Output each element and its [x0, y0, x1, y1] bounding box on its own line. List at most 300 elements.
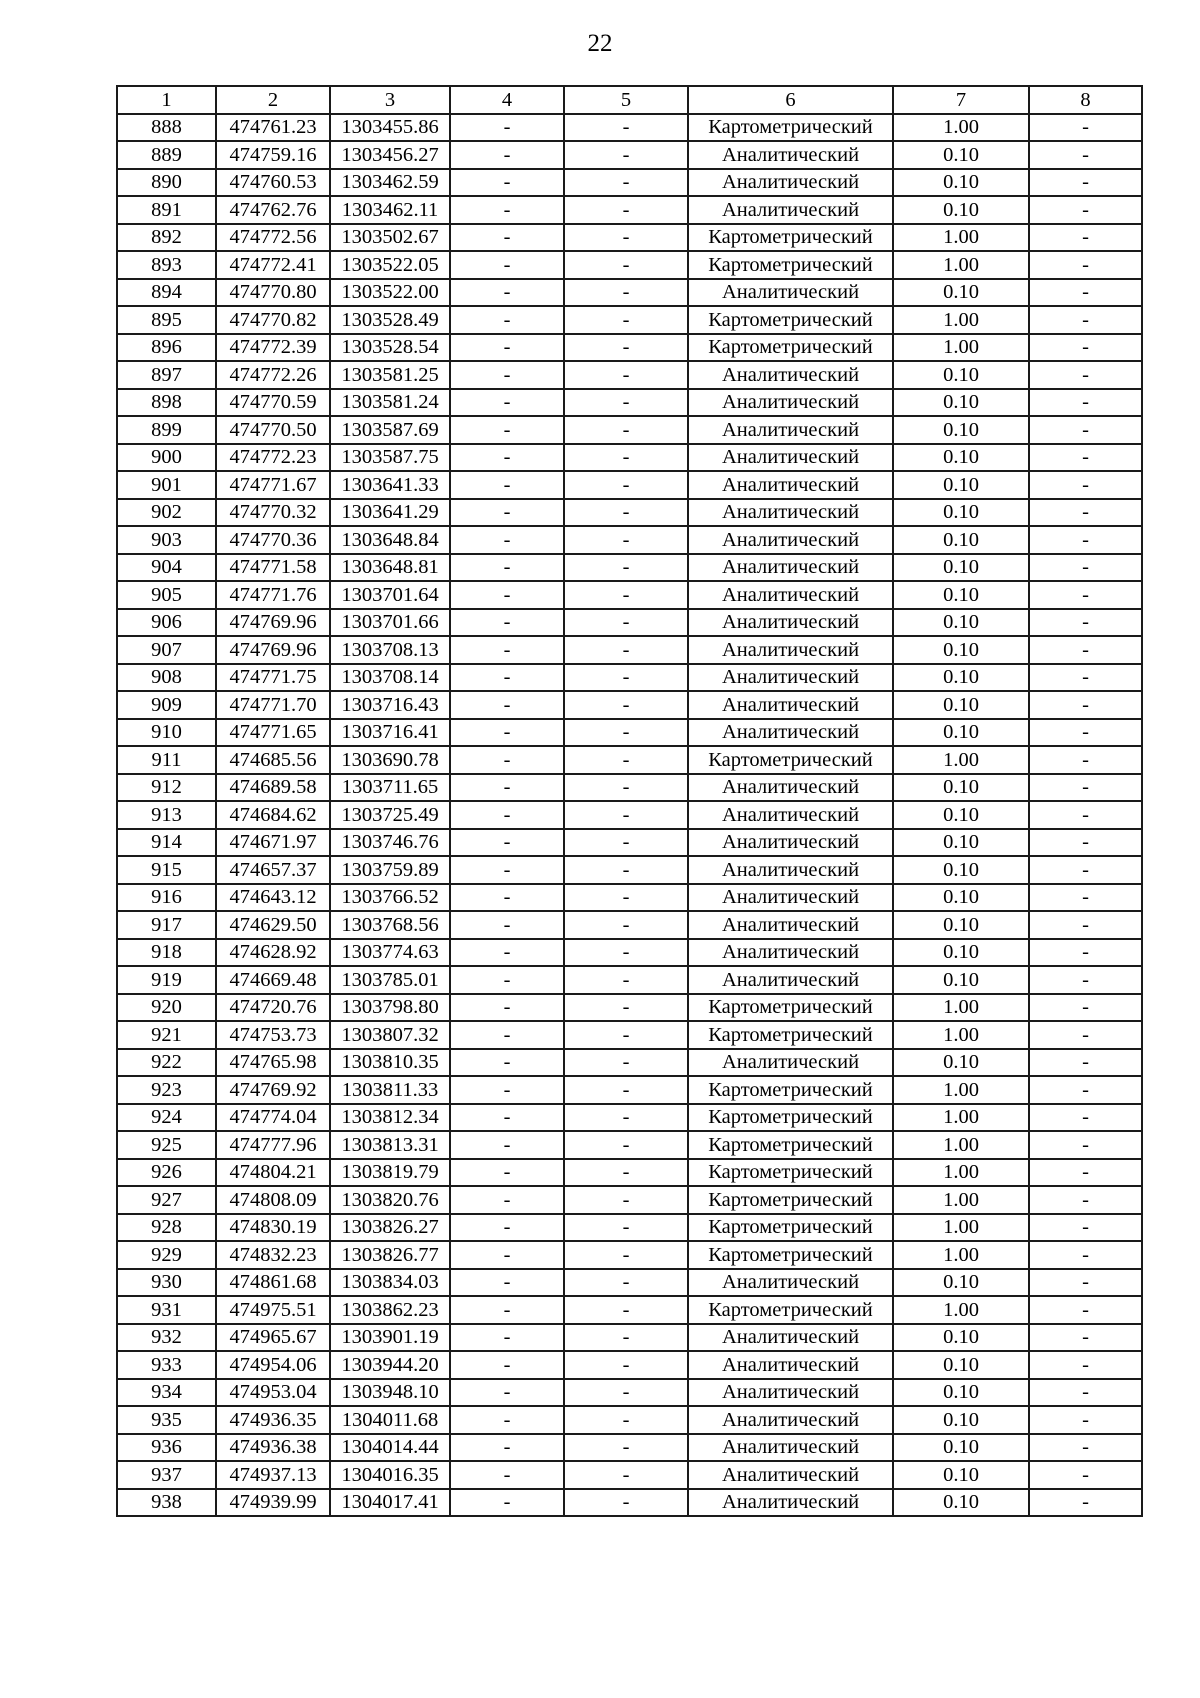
col8-cell: - — [1029, 664, 1142, 692]
y-coordinate-cell: 1304017.41 — [330, 1489, 450, 1517]
col5-cell: - — [564, 251, 688, 279]
x-coordinate-cell: 474777.96 — [216, 1131, 330, 1159]
y-coordinate-cell: 1303807.32 — [330, 1021, 450, 1049]
point-number-cell: 896 — [117, 334, 216, 362]
y-coordinate-cell: 1303862.23 — [330, 1296, 450, 1324]
method-cell: Аналитический — [688, 1351, 893, 1379]
table-row — [117, 911, 1142, 939]
method-cell: Аналитический — [688, 279, 893, 307]
table-row — [117, 884, 1142, 912]
method-cell: Картометрический — [688, 1076, 893, 1104]
column-header-2: 2 — [216, 86, 330, 114]
col8-cell: - — [1029, 1049, 1142, 1077]
method-cell: Аналитический — [688, 1434, 893, 1462]
point-number-cell: 914 — [117, 829, 216, 857]
accuracy-cell: 0.10 — [893, 801, 1029, 829]
y-coordinate-cell: 1303581.25 — [330, 361, 450, 389]
method-cell: Картометрический — [688, 1131, 893, 1159]
table-row — [117, 224, 1142, 252]
accuracy-cell: 0.10 — [893, 1324, 1029, 1352]
accuracy-cell: 1.00 — [893, 251, 1029, 279]
col5-cell: - — [564, 334, 688, 362]
point-number-cell: 915 — [117, 856, 216, 884]
method-cell: Аналитический — [688, 691, 893, 719]
point-number-cell: 926 — [117, 1159, 216, 1187]
y-coordinate-cell: 1303528.54 — [330, 334, 450, 362]
point-number-cell: 927 — [117, 1186, 216, 1214]
col4-cell: - — [450, 141, 564, 169]
point-number-cell: 908 — [117, 664, 216, 692]
col8-cell: - — [1029, 416, 1142, 444]
table-row — [117, 636, 1142, 664]
col4-cell: - — [450, 691, 564, 719]
col4-cell: - — [450, 774, 564, 802]
x-coordinate-cell: 474937.13 — [216, 1461, 330, 1489]
accuracy-cell: 0.10 — [893, 1406, 1029, 1434]
point-number-cell: 929 — [117, 1241, 216, 1269]
column-header-7: 7 — [893, 86, 1029, 114]
y-coordinate-cell: 1303462.11 — [330, 196, 450, 224]
col5-cell: - — [564, 609, 688, 637]
table-row — [117, 801, 1142, 829]
x-coordinate-cell: 474685.56 — [216, 746, 330, 774]
table-row — [117, 1406, 1142, 1434]
col5-cell: - — [564, 1021, 688, 1049]
table-row — [117, 1076, 1142, 1104]
col4-cell: - — [450, 1021, 564, 1049]
x-coordinate-cell: 474771.67 — [216, 471, 330, 499]
table-row — [117, 1049, 1142, 1077]
y-coordinate-cell: 1303811.33 — [330, 1076, 450, 1104]
col8-cell: - — [1029, 1214, 1142, 1242]
method-cell: Аналитический — [688, 1406, 893, 1434]
accuracy-cell: 1.00 — [893, 1214, 1029, 1242]
x-coordinate-cell: 474954.06 — [216, 1351, 330, 1379]
table-row — [117, 306, 1142, 334]
point-number-cell: 890 — [117, 169, 216, 197]
accuracy-cell: 0.10 — [893, 1489, 1029, 1517]
point-number-cell: 933 — [117, 1351, 216, 1379]
x-coordinate-cell: 474771.65 — [216, 719, 330, 747]
method-cell: Аналитический — [688, 141, 893, 169]
y-coordinate-cell: 1303948.10 — [330, 1379, 450, 1407]
col8-cell: - — [1029, 389, 1142, 417]
col8-cell: - — [1029, 251, 1142, 279]
col8-cell: - — [1029, 114, 1142, 142]
table-row — [117, 251, 1142, 279]
x-coordinate-cell: 474936.38 — [216, 1434, 330, 1462]
table-row — [117, 994, 1142, 1022]
point-number-cell: 921 — [117, 1021, 216, 1049]
method-cell: Аналитический — [688, 719, 893, 747]
x-coordinate-cell: 474770.82 — [216, 306, 330, 334]
point-number-cell: 892 — [117, 224, 216, 252]
col5-cell: - — [564, 1489, 688, 1517]
y-coordinate-cell: 1303810.35 — [330, 1049, 450, 1077]
x-coordinate-cell: 474759.16 — [216, 141, 330, 169]
accuracy-cell: 0.10 — [893, 691, 1029, 719]
accuracy-cell: 0.10 — [893, 526, 1029, 554]
point-number-cell: 899 — [117, 416, 216, 444]
method-cell: Картометрический — [688, 1159, 893, 1187]
col5-cell: - — [564, 719, 688, 747]
table-row — [117, 664, 1142, 692]
method-cell: Картометрический — [688, 251, 893, 279]
y-coordinate-cell: 1303766.52 — [330, 884, 450, 912]
col5-cell: - — [564, 1186, 688, 1214]
accuracy-cell: 1.00 — [893, 334, 1029, 362]
col8-cell: - — [1029, 1324, 1142, 1352]
col4-cell: - — [450, 1131, 564, 1159]
point-number-cell: 920 — [117, 994, 216, 1022]
x-coordinate-cell: 474830.19 — [216, 1214, 330, 1242]
x-coordinate-cell: 474772.41 — [216, 251, 330, 279]
y-coordinate-cell: 1303708.13 — [330, 636, 450, 664]
y-coordinate-cell: 1303455.86 — [330, 114, 450, 142]
col8-cell: - — [1029, 554, 1142, 582]
accuracy-cell: 1.00 — [893, 306, 1029, 334]
col8-cell: - — [1029, 1076, 1142, 1104]
x-coordinate-cell: 474689.58 — [216, 774, 330, 802]
y-coordinate-cell: 1303462.59 — [330, 169, 450, 197]
table-row — [117, 499, 1142, 527]
table-row — [117, 416, 1142, 444]
col5-cell: - — [564, 224, 688, 252]
col5-cell: - — [564, 554, 688, 582]
col8-cell: - — [1029, 1351, 1142, 1379]
method-cell: Аналитический — [688, 884, 893, 912]
point-number-cell: 917 — [117, 911, 216, 939]
point-number-cell: 893 — [117, 251, 216, 279]
col8-cell: - — [1029, 1406, 1142, 1434]
accuracy-cell: 1.00 — [893, 114, 1029, 142]
table-row — [117, 1489, 1142, 1517]
y-coordinate-cell: 1303716.41 — [330, 719, 450, 747]
table-row — [117, 1379, 1142, 1407]
method-cell: Аналитический — [688, 774, 893, 802]
col8-cell: - — [1029, 169, 1142, 197]
x-coordinate-cell: 474771.70 — [216, 691, 330, 719]
table-body — [117, 114, 1142, 1517]
accuracy-cell: 0.10 — [893, 554, 1029, 582]
x-coordinate-cell: 474769.92 — [216, 1076, 330, 1104]
table-row — [117, 746, 1142, 774]
col5-cell: - — [564, 169, 688, 197]
table-row — [117, 114, 1142, 142]
col8-cell: - — [1029, 1296, 1142, 1324]
accuracy-cell: 0.10 — [893, 196, 1029, 224]
method-cell: Картометрический — [688, 334, 893, 362]
x-coordinate-cell: 474832.23 — [216, 1241, 330, 1269]
col5-cell: - — [564, 1269, 688, 1297]
table-row — [117, 1214, 1142, 1242]
accuracy-cell: 0.10 — [893, 581, 1029, 609]
col4-cell: - — [450, 856, 564, 884]
point-number-cell: 928 — [117, 1214, 216, 1242]
method-cell: Аналитический — [688, 581, 893, 609]
col5-cell: - — [564, 691, 688, 719]
x-coordinate-cell: 474771.58 — [216, 554, 330, 582]
point-number-cell: 898 — [117, 389, 216, 417]
col5-cell: - — [564, 196, 688, 224]
table-row — [117, 581, 1142, 609]
col5-cell: - — [564, 966, 688, 994]
method-cell: Картометрический — [688, 114, 893, 142]
y-coordinate-cell: 1303716.43 — [330, 691, 450, 719]
y-coordinate-cell: 1303798.80 — [330, 994, 450, 1022]
method-cell: Аналитический — [688, 554, 893, 582]
accuracy-cell: 0.10 — [893, 884, 1029, 912]
col5-cell: - — [564, 1076, 688, 1104]
col4-cell: - — [450, 636, 564, 664]
y-coordinate-cell: 1303826.77 — [330, 1241, 450, 1269]
y-coordinate-cell: 1303528.49 — [330, 306, 450, 334]
method-cell: Аналитический — [688, 471, 893, 499]
y-coordinate-cell: 1303701.66 — [330, 609, 450, 637]
x-coordinate-cell: 474629.50 — [216, 911, 330, 939]
accuracy-cell: 1.00 — [893, 994, 1029, 1022]
x-coordinate-cell: 474643.12 — [216, 884, 330, 912]
table-row — [117, 169, 1142, 197]
col5-cell: - — [564, 664, 688, 692]
y-coordinate-cell: 1303785.01 — [330, 966, 450, 994]
col8-cell: - — [1029, 1241, 1142, 1269]
point-number-cell: 911 — [117, 746, 216, 774]
col5-cell: - — [564, 1159, 688, 1187]
y-coordinate-cell: 1304011.68 — [330, 1406, 450, 1434]
method-cell: Аналитический — [688, 361, 893, 389]
column-header-3: 3 — [330, 86, 450, 114]
accuracy-cell: 0.10 — [893, 471, 1029, 499]
method-cell: Аналитический — [688, 609, 893, 637]
accuracy-cell: 0.10 — [893, 856, 1029, 884]
point-number-cell: 923 — [117, 1076, 216, 1104]
col4-cell: - — [450, 1186, 564, 1214]
method-cell: Аналитический — [688, 526, 893, 554]
y-coordinate-cell: 1303944.20 — [330, 1351, 450, 1379]
col4-cell: - — [450, 334, 564, 362]
col5-cell: - — [564, 444, 688, 472]
col4-cell: - — [450, 196, 564, 224]
method-cell: Картометрический — [688, 1214, 893, 1242]
accuracy-cell: 1.00 — [893, 224, 1029, 252]
accuracy-cell: 0.10 — [893, 774, 1029, 802]
col5-cell: - — [564, 939, 688, 967]
y-coordinate-cell: 1303587.69 — [330, 416, 450, 444]
table-row — [117, 141, 1142, 169]
table-row — [117, 1159, 1142, 1187]
y-coordinate-cell: 1303759.89 — [330, 856, 450, 884]
column-header-8: 8 — [1029, 86, 1142, 114]
table-row — [117, 554, 1142, 582]
x-coordinate-cell: 474669.48 — [216, 966, 330, 994]
table-row — [117, 719, 1142, 747]
point-number-cell: 932 — [117, 1324, 216, 1352]
col5-cell: - — [564, 279, 688, 307]
x-coordinate-cell: 474760.53 — [216, 169, 330, 197]
col4-cell: - — [450, 1296, 564, 1324]
accuracy-cell: 1.00 — [893, 1159, 1029, 1187]
x-coordinate-cell: 474770.50 — [216, 416, 330, 444]
y-coordinate-cell: 1303746.76 — [330, 829, 450, 857]
table-row — [117, 1324, 1142, 1352]
col8-cell: - — [1029, 1104, 1142, 1132]
col5-cell: - — [564, 1131, 688, 1159]
point-number-cell: 934 — [117, 1379, 216, 1407]
point-number-cell: 903 — [117, 526, 216, 554]
y-coordinate-cell: 1303725.49 — [330, 801, 450, 829]
col5-cell: - — [564, 829, 688, 857]
col8-cell: - — [1029, 224, 1142, 252]
col4-cell: - — [450, 499, 564, 527]
y-coordinate-cell: 1303813.31 — [330, 1131, 450, 1159]
col4-cell: - — [450, 251, 564, 279]
method-cell: Аналитический — [688, 1324, 893, 1352]
accuracy-cell: 0.10 — [893, 1434, 1029, 1462]
col4-cell: - — [450, 1434, 564, 1462]
table-row — [117, 471, 1142, 499]
y-coordinate-cell: 1303820.76 — [330, 1186, 450, 1214]
table-row — [117, 691, 1142, 719]
x-coordinate-cell: 474657.37 — [216, 856, 330, 884]
point-number-cell: 937 — [117, 1461, 216, 1489]
x-coordinate-cell: 474753.73 — [216, 1021, 330, 1049]
col8-cell: - — [1029, 1269, 1142, 1297]
point-number-cell: 935 — [117, 1406, 216, 1434]
point-number-cell: 891 — [117, 196, 216, 224]
accuracy-cell: 0.10 — [893, 636, 1029, 664]
col4-cell: - — [450, 1269, 564, 1297]
point-number-cell: 905 — [117, 581, 216, 609]
col5-cell: - — [564, 1434, 688, 1462]
col8-cell: - — [1029, 884, 1142, 912]
col5-cell: - — [564, 884, 688, 912]
col8-cell: - — [1029, 1021, 1142, 1049]
col5-cell: - — [564, 1241, 688, 1269]
method-cell: Картометрический — [688, 1021, 893, 1049]
method-cell: Аналитический — [688, 856, 893, 884]
col4-cell: - — [450, 526, 564, 554]
col8-cell: - — [1029, 911, 1142, 939]
col4-cell: - — [450, 664, 564, 692]
col5-cell: - — [564, 389, 688, 417]
col8-cell: - — [1029, 306, 1142, 334]
accuracy-cell: 1.00 — [893, 1021, 1029, 1049]
column-header-1: 1 — [117, 86, 216, 114]
method-cell: Аналитический — [688, 196, 893, 224]
col8-cell: - — [1029, 636, 1142, 664]
table-row — [117, 856, 1142, 884]
y-coordinate-cell: 1303456.27 — [330, 141, 450, 169]
col8-cell: - — [1029, 746, 1142, 774]
col5-cell: - — [564, 994, 688, 1022]
accuracy-cell: 0.10 — [893, 499, 1029, 527]
x-coordinate-cell: 474684.62 — [216, 801, 330, 829]
x-coordinate-cell: 474808.09 — [216, 1186, 330, 1214]
method-cell: Картометрический — [688, 1104, 893, 1132]
y-coordinate-cell: 1303648.84 — [330, 526, 450, 554]
method-cell: Аналитический — [688, 911, 893, 939]
y-coordinate-cell: 1303648.81 — [330, 554, 450, 582]
col4-cell: - — [450, 389, 564, 417]
x-coordinate-cell: 474953.04 — [216, 1379, 330, 1407]
col5-cell: - — [564, 1214, 688, 1242]
table-row — [117, 279, 1142, 307]
x-coordinate-cell: 474975.51 — [216, 1296, 330, 1324]
y-coordinate-cell: 1303901.19 — [330, 1324, 450, 1352]
col8-cell: - — [1029, 829, 1142, 857]
method-cell: Аналитический — [688, 499, 893, 527]
col8-cell: - — [1029, 719, 1142, 747]
col8-cell: - — [1029, 1131, 1142, 1159]
method-cell: Аналитический — [688, 389, 893, 417]
accuracy-cell: 0.10 — [893, 609, 1029, 637]
method-cell: Картометрический — [688, 1186, 893, 1214]
point-number-cell: 907 — [117, 636, 216, 664]
point-number-cell: 930 — [117, 1269, 216, 1297]
col5-cell: - — [564, 416, 688, 444]
table-row — [117, 334, 1142, 362]
table-row — [117, 1241, 1142, 1269]
accuracy-cell: 0.10 — [893, 829, 1029, 857]
y-coordinate-cell: 1303522.05 — [330, 251, 450, 279]
y-coordinate-cell: 1303768.56 — [330, 911, 450, 939]
table-row — [117, 1434, 1142, 1462]
col5-cell: - — [564, 114, 688, 142]
accuracy-cell: 1.00 — [893, 1241, 1029, 1269]
x-coordinate-cell: 474965.67 — [216, 1324, 330, 1352]
col5-cell: - — [564, 306, 688, 334]
col8-cell: - — [1029, 526, 1142, 554]
table-row — [117, 774, 1142, 802]
col4-cell: - — [450, 1241, 564, 1269]
table-row — [117, 1104, 1142, 1132]
column-header-4: 4 — [450, 86, 564, 114]
accuracy-cell: 1.00 — [893, 746, 1029, 774]
point-number-cell: 909 — [117, 691, 216, 719]
x-coordinate-cell: 474769.96 — [216, 609, 330, 637]
col5-cell: - — [564, 1379, 688, 1407]
point-number-cell: 922 — [117, 1049, 216, 1077]
table-row — [117, 1269, 1142, 1297]
x-coordinate-cell: 474770.36 — [216, 526, 330, 554]
accuracy-cell: 0.10 — [893, 719, 1029, 747]
point-number-cell: 888 — [117, 114, 216, 142]
col5-cell: - — [564, 801, 688, 829]
col5-cell: - — [564, 1461, 688, 1489]
accuracy-cell: 0.10 — [893, 1049, 1029, 1077]
col4-cell: - — [450, 444, 564, 472]
method-cell: Аналитический — [688, 966, 893, 994]
method-cell: Аналитический — [688, 1379, 893, 1407]
y-coordinate-cell: 1303641.33 — [330, 471, 450, 499]
col8-cell: - — [1029, 444, 1142, 472]
method-cell: Картометрический — [688, 306, 893, 334]
y-coordinate-cell: 1303711.65 — [330, 774, 450, 802]
method-cell: Аналитический — [688, 939, 893, 967]
method-cell: Аналитический — [688, 829, 893, 857]
accuracy-cell: 0.10 — [893, 664, 1029, 692]
table-row — [117, 361, 1142, 389]
col8-cell: - — [1029, 334, 1142, 362]
point-number-cell: 931 — [117, 1296, 216, 1324]
col8-cell: - — [1029, 774, 1142, 802]
col4-cell: - — [450, 471, 564, 499]
col8-cell: - — [1029, 279, 1142, 307]
col8-cell: - — [1029, 361, 1142, 389]
accuracy-cell: 0.10 — [893, 169, 1029, 197]
point-number-cell: 924 — [117, 1104, 216, 1132]
